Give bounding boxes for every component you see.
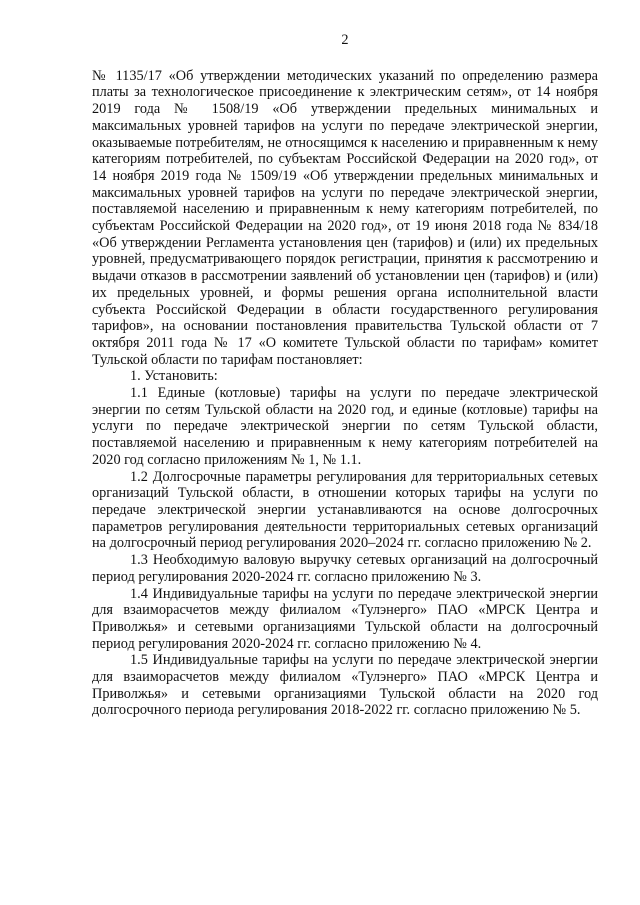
paragraph-item-1-2: 1.2 Долгосрочные параметры регулирования для территориальных сетевых организаций Тульской области, в отношении которых тарифы на услуги по передаче электрической энергии устанавливаются на основе долгосрочных параметров регулирования деятельности территориальных сетевых организаций на долгосрочный период регулирования 2020–2024 гг. согласно приложению № 2. <box>92 468 598 552</box>
paragraph-item-1-1: 1.1 Единые (котловые) тарифы на услуги по передаче электрической энергии по сетям Тульской области на 2020 год, и единые (котловые) тарифы на услуги по передаче электрической энергии по сетям Тульской области, поставляемой населению и приравненным к нему категориям потребителей на 2020 год согласно приложениям № 1, № 1.1. <box>92 385 598 468</box>
paragraph-item-1: 1. Установить: <box>130 368 218 385</box>
paragraph-item-1-5: 1.5 Индивидуальные тарифы на услуги по передаче электрической энергии для взаиморасчетов между филиалом «Тулэнерго» ПАО «МРСК Центра и Приволжья» и сетевыми организациями Тульской области на 2020 год долгосрочного периода регулирования 2018-2022 гг. согласно приложению № 5. <box>92 652 598 719</box>
paragraph-preamble: № 1135/17 «Об утверждении методических указаний по определению размера платы за технологическое присоединение к электрическим сетям», от 14 ноября 2019 года № 1508/19 «Об утверждении предельных минимальных и максимальных уровней тарифов на услуги по передаче электрической энергии, оказываемые потребителям, не относящимся к населению и приравненным к нему категориям потребителей, по субъектам Российской Федерации на 2020 год», от 14 ноября 2019 года № 1509/19 «Об утверждении предельных минимальных и максимальных уровней тарифов на услуги по передаче электрической энергии, поставляемой населению и приравненным к нему категориям потребителей, по субъектам Российской Федерации на 2020 год», от 19 июня 2018 года № 834/18 «Об утверждении Регламента установления цен (тарифов) и (или) их предельных уровней, предусматривающего порядок регистрации, принятия к рассмотрению и выдачи отказов в рассмотрении заявлений об установлении цен (тарифов) и (или) их предельных уровней, и формы решения органа исполнительной власти субъекта Российской Федерации в области государственного регулирования тарифов», на основании постановления правительства Тульской области от 7 октября 2011 года № 17 «О комитете Тульской области по тарифам» комитет Тульской области по тарифам постановляет: <box>92 67 598 368</box>
paragraph-item-1-4: 1.4 Индивидуальные тарифы на услуги по передаче электрической энергии для взаиморасчетов между филиалом «Тулэнерго» ПАО «МРСК Центра и Приволжья» и сетевыми организациями Тульской области на долгосрочный период регулирования 2020-2024 гг. согласно приложению № 4. <box>92 585 598 652</box>
paragraph-item-1-3: 1.3 Необходимую валовую выручку сетевых организаций на долгосрочный период регулирования 2020-2024 гг. согласно приложению № 3. <box>92 552 598 585</box>
page-number: 2 <box>341 32 349 48</box>
document-page <box>92 32 598 719</box>
